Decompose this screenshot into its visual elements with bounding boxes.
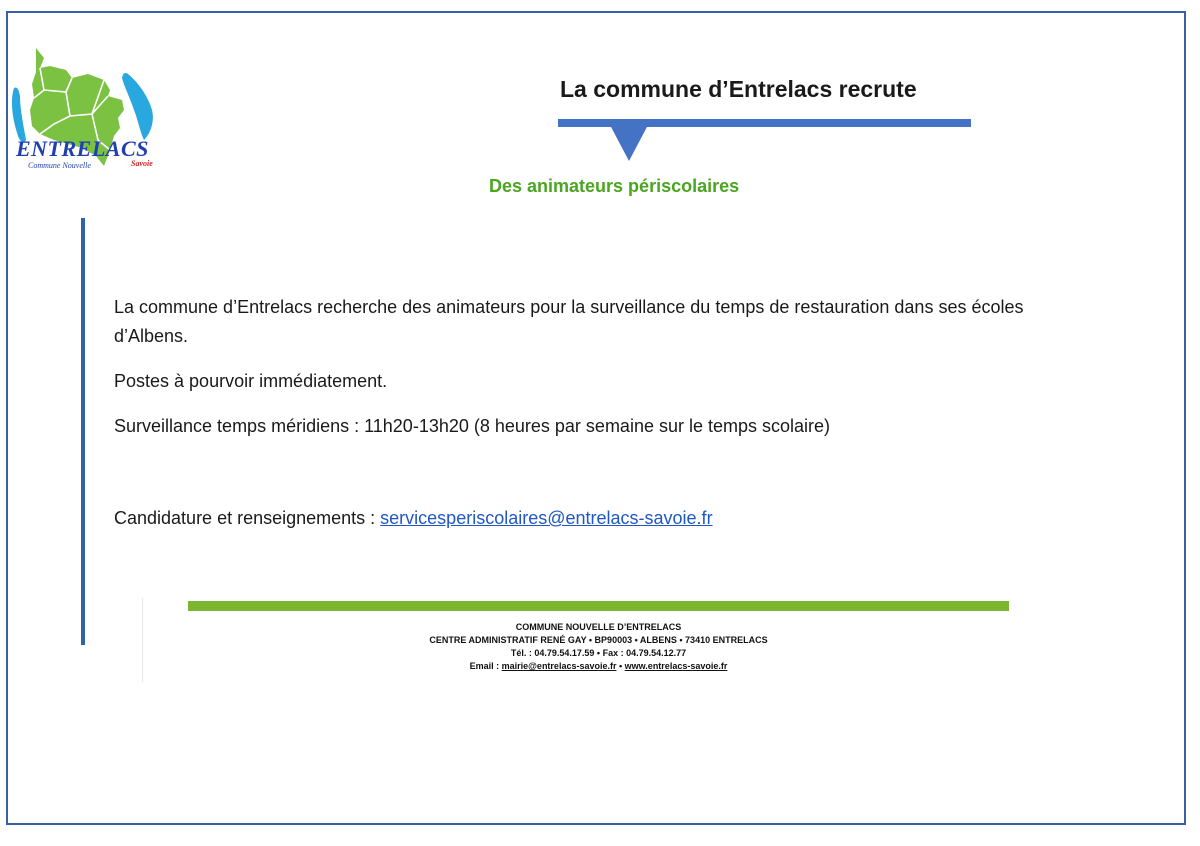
footer-website-link[interactable]: www.entrelacs-savoie.fr <box>624 661 728 671</box>
footer-contact-line <box>188 660 1009 673</box>
contact-paragraph <box>114 504 1094 533</box>
job-subtitle: Des animateurs périscolaires <box>489 176 740 196</box>
footer-email-link[interactable]: mairie@entrelacs-savoie.fr <box>501 661 617 671</box>
logo-wordmark: ENTRELACS <box>16 136 149 161</box>
contact-email-link[interactable]: servicesperiscolaires@entrelacs-savoie.fr <box>380 508 713 528</box>
contact-label: Candidature et renseignements : <box>114 508 381 528</box>
footer-edge-line <box>142 598 143 682</box>
down-arrow-icon <box>610 125 648 161</box>
footer-address: CENTRE ADMINISTRATIF RENÉ GAY • BP90003 • ALBENS • 73410 ENTRELACS <box>429 635 768 645</box>
availability-paragraph: Postes à pourvoir immédiatement. <box>114 371 388 391</box>
page-title: La commune d’Entrelacs recrute <box>560 76 917 102</box>
logo-subtitle: Commune Nouvelle <box>28 161 91 170</box>
left-accent-rule <box>81 218 85 645</box>
description-paragraph: La commune d’Entrelacs recherche des animateurs pour la surveillance du temps de restauration dans ses écoles d’Albens. <box>114 297 1024 346</box>
footer-email-label: Email : <box>469 661 502 671</box>
footer <box>188 621 1009 673</box>
footer-bar <box>188 601 1009 611</box>
schedule-paragraph: Surveillance temps méridiens : 11h20-13h20 (8 heures par semaine sur le temps scolaire) <box>114 416 831 436</box>
footer-separator: • <box>616 661 625 671</box>
footer-phone-fax: Tél. : 04.79.54.17.59 • Fax : 04.79.54.12.77 <box>510 648 687 658</box>
footer-organization: COMMUNE NOUVELLE D’ENTRELACS <box>515 622 682 632</box>
logo-region: Savoie <box>131 159 153 168</box>
entrelacs-logo <box>10 44 160 176</box>
